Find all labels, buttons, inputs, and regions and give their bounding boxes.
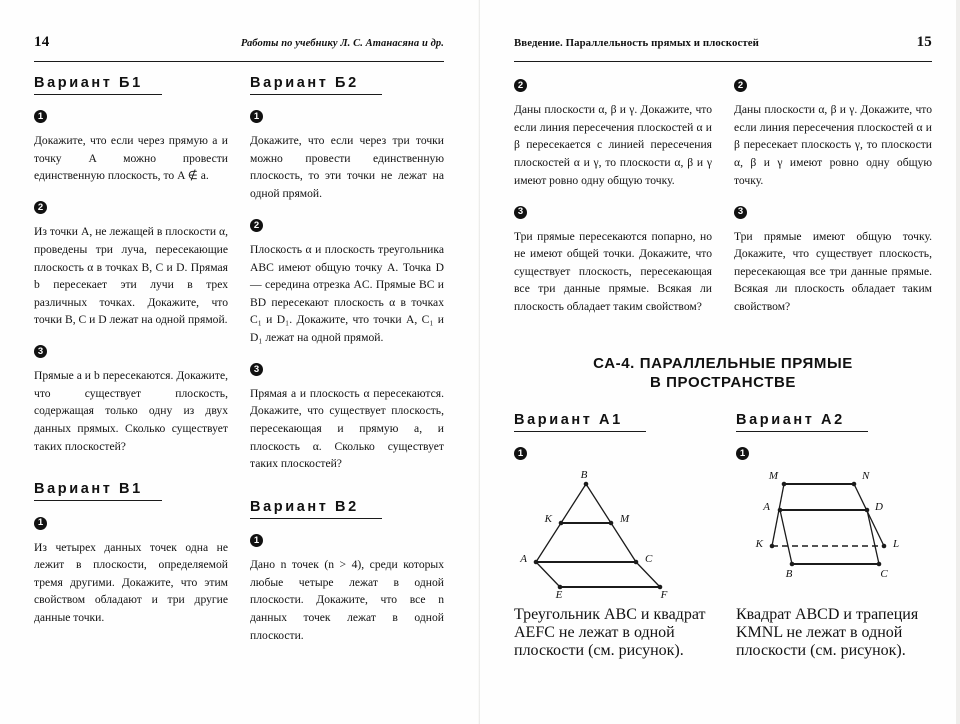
task-r1-3 <box>514 201 712 315</box>
figure-label-N: N <box>862 470 870 483</box>
figure-caption-a1: Треугольник ABC и квадрат AEFC не лежат в одной плоскости (см. рисунок). <box>514 606 706 660</box>
task-b2-3 <box>250 359 444 473</box>
variant-heading-a2: Вариант А2 <box>736 411 845 428</box>
task-b2-1 <box>250 106 444 203</box>
figure-triangle-abc-square-aefc <box>514 469 714 602</box>
figure-svg <box>514 469 714 602</box>
left-column-1 <box>34 75 228 656</box>
figure-svg <box>736 470 936 590</box>
figure-caption-a2: Квадрат ABCD и трапеция KMNL не лежат в одной плоскости (см. рисунок). <box>736 606 919 660</box>
task-number-badge: 3 <box>514 206 527 219</box>
left-head-rule <box>34 61 444 62</box>
task-b1-3 <box>34 341 228 455</box>
task-text: Из четырех данных точек одна не лежит в плоскости, определяемой тремя другими. Докажите, что этим свойством обладают и три другие данные точки. <box>34 540 228 624</box>
right-variant-column-2 <box>736 412 936 676</box>
task-b1-2 <box>34 197 228 329</box>
task-r2-3 <box>734 201 932 315</box>
figure-label-B: B <box>785 568 793 581</box>
task-text: Докажите, что если через три точки можно провести единственную плоскость, то эти точки не лежат на одной прямой. <box>250 134 444 201</box>
task-number-badge: 3 <box>734 206 747 219</box>
figure-label-K: K <box>755 538 763 551</box>
task-text: Плоскость α и плоскость треугольника ABC имеют общую точку A. Точка D — середина отрезка AC. Прямые BC и BD пересекают плоскость α в точках C₁ и D₁. Докажите, что точки A, C₁ и D₁ лежат на одной прямой. <box>250 242 444 344</box>
figure-label-M: M <box>620 513 630 526</box>
task-text: Из точки A, не лежащей в плоскости α, проведены три луча, пересекающие плоскость α в точках B, C и D. Прямая b пересекает эти лучи в трех различных точках. Докажите, что точки B, C и D лежат на одной прямой. <box>34 225 228 327</box>
right-column-2 <box>734 75 932 328</box>
variant-heading-b2: Вариант Б2 <box>250 75 359 91</box>
section-title-line-2: В ПРОСТРАНСТВЕ <box>649 373 797 391</box>
task-r2-2 <box>734 75 932 189</box>
task-r1-2 <box>514 75 712 189</box>
variant-heading-v1: Вариант В1 <box>34 481 143 498</box>
variant-rule-b2 <box>250 94 382 95</box>
right-running-title: Введение. Параллельность прямых и плоскостей <box>514 37 759 49</box>
task-number-badge: 1 <box>250 534 263 547</box>
variant-rule-v1 <box>34 500 162 501</box>
figure-label-M: M <box>768 470 778 483</box>
variant-heading-b1: Вариант Б1 <box>34 75 143 91</box>
variant-rule-a2 <box>736 431 868 432</box>
task-b1-1 <box>34 106 228 185</box>
right-running-head <box>514 34 932 56</box>
task-text: Три прямые имеют общую точку. Докажите, что существует плоскость, пересекающая все три данные прямые. Всякая ли плоскость обладает таким свойством? <box>734 229 932 313</box>
figure-label-D: D <box>875 501 883 514</box>
spacer <box>250 485 444 499</box>
task-number-badge: 2 <box>250 219 263 232</box>
variant-rule-v2 <box>250 518 382 519</box>
task-number-badge: 2 <box>34 201 47 214</box>
figure-label-L: L <box>893 538 900 551</box>
task-text: Прямая a и плоскость α пересекаются. Докажите, что существует плоскость, пересекающая и прямую a, и плоскость α. Сколько существует таких плоскостей? <box>250 386 444 471</box>
section-title-line-1: СА-4. ПАРАЛЛЕЛЬНЫЕ ПРЯМЫЕ <box>593 354 853 372</box>
task-number-badge: 3 <box>34 345 47 358</box>
figure-label-C: C <box>645 553 653 566</box>
task-b2-2 <box>250 215 444 347</box>
variant-heading-v2: Вариант В2 <box>250 498 359 515</box>
task-number-badge: 2 <box>734 79 747 92</box>
task-number-badge: 3 <box>250 363 263 376</box>
section-title <box>514 354 932 392</box>
task-number-badge: 1 <box>34 517 47 530</box>
left-running-head <box>34 34 444 56</box>
task-number-badge: 1 <box>250 110 263 123</box>
left-column-2 <box>250 75 444 656</box>
task-text: Докажите, что если через прямую a и точку A можно провести единственную плоскость, то A ∉ a. <box>34 134 228 183</box>
right-page <box>480 0 960 724</box>
right-variant-column-1 <box>514 412 714 676</box>
figure-label-F: F <box>660 589 668 602</box>
variant-rule-a1 <box>514 431 646 432</box>
task-number-badge: 1 <box>514 447 527 460</box>
spacer <box>34 467 228 481</box>
right-column-1 <box>514 75 712 328</box>
variant-heading-a1: Вариант А1 <box>514 411 623 428</box>
right-columns-top <box>514 75 932 328</box>
task-number-badge: 1 <box>736 447 749 460</box>
task-text: Даны плоскости α, β и γ. Докажите, что если линия пересечения плоскостей α и β пересекает плоскость γ, то плоскости α, β и γ имеют ровно одну общую точку. <box>734 103 932 187</box>
task-text: Три прямые пересекаются попарно, но не имеют общей точки. Докажите, что существует плоскость, пересекающая все три данные прямые. Всякая ли плоскость обладает таким свойством? <box>514 229 712 313</box>
figure-label-B: B <box>580 469 588 482</box>
task-text: Даны плоскости α, β и γ. Докажите, что если линия пересечения плоскостей α и β пересекается с линией пересечения плоскостей α и γ, то плоскости α, β и γ имеют ровно одну общую точку. <box>514 103 712 187</box>
figure-square-abcd-trapezoid-kmnl <box>736 470 936 590</box>
figure-label-K: K <box>544 513 552 526</box>
figure-label-A: A <box>520 553 527 566</box>
figure-label-C: C <box>880 568 888 581</box>
left-running-title: Работы по учебнику Л. С. Атанасяна и др. <box>240 38 444 49</box>
left-folio: 14 <box>34 34 50 50</box>
task-v1-1 <box>34 512 228 626</box>
figure-label-E: E <box>555 589 563 602</box>
task-number-badge: 2 <box>514 79 527 92</box>
task-text: Дано n точек (n > 4), среди которых любые четыре лежат в одной плоскости. Докажите, что все n данных точек лежат в одной плоскости. <box>250 558 444 642</box>
variant-rule-b1 <box>34 94 162 95</box>
figure-label-A: A <box>763 501 770 514</box>
right-head-rule <box>514 61 932 62</box>
task-text: Прямые a и b пересекаются. Докажите, что существует плоскость, содержащая только одну из двух данных прямых. Сколько существует таких плоскостей? <box>34 369 228 453</box>
right-columns-variants <box>514 412 932 676</box>
task-number-badge: 1 <box>34 110 47 123</box>
task-v2-1 <box>250 530 444 644</box>
right-folio: 15 <box>916 34 932 50</box>
left-columns <box>34 75 444 656</box>
